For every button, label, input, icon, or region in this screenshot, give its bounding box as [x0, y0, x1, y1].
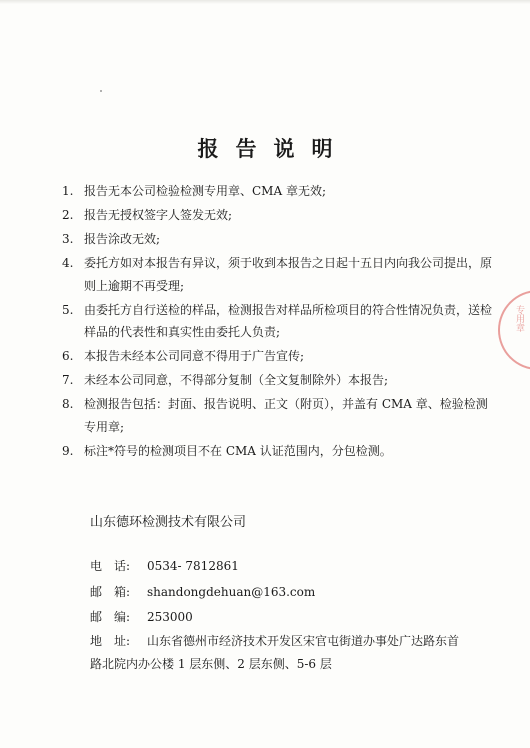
note-number: 7. [62, 373, 74, 387]
note-text: 报告无本公司检验检测专用章、CMA 章无效; [84, 184, 326, 198]
note-item [62, 299, 492, 344]
note-item [62, 345, 492, 368]
note-item [62, 440, 492, 463]
note-text: 报告无授权签字人签发无效; [84, 208, 233, 222]
note-item [62, 204, 492, 227]
note-item [62, 180, 492, 203]
postcode-row [90, 606, 500, 629]
scan-edge [0, 0, 530, 4]
email-label: 邮 箱: [90, 585, 131, 599]
note-number: 1. [62, 184, 74, 198]
phone-value: 0534- 7812861 [147, 559, 239, 573]
note-text: 检测报告包括：封面、报告说明、正文（附页），并盖有 CMA 章、检验检测专用章; [84, 397, 488, 434]
scan-speck [100, 90, 102, 92]
postcode-label: 邮 编: [90, 610, 131, 624]
note-item [62, 252, 492, 297]
note-item [62, 393, 492, 438]
company-name: 山东德环检测技术有限公司 [90, 515, 247, 530]
postcode-value: 253000 [147, 610, 193, 624]
email-row [90, 581, 500, 604]
note-item [62, 228, 492, 251]
note-text: 本报告未经本公司同意不得用于广告宣传; [84, 349, 305, 363]
address-label: 地 址: [90, 634, 131, 648]
note-number: 3. [62, 232, 74, 246]
note-text: 未经本公司同意，不得部分复制（全文复制除外）本报告; [84, 373, 389, 387]
address-line-1: 山东省德州市经济技术开发区宋官屯街道办事处广达路东首 [147, 634, 460, 648]
note-text: 报告涂改无效; [84, 232, 161, 246]
note-number: 2. [62, 208, 74, 222]
seal-text-mark: 专用章 [514, 305, 524, 332]
phone-label: 电 话: [90, 559, 131, 573]
address-line-2: 路北院内办公楼 1 层东侧、2 层东侧、5-6 层 [90, 657, 332, 671]
note-number: 4. [62, 256, 74, 270]
note-number: 8. [62, 397, 74, 411]
note-number: 6. [62, 349, 74, 363]
note-text: 委托方如对本报告有异议，须于收到本报告之日起十五日内向我公司提出，原则上逾期不再受理; [84, 256, 493, 293]
note-number: 9. [62, 443, 74, 458]
phone-row [90, 555, 500, 578]
note-number: 5. [62, 302, 74, 317]
page-title: 报告说明 [197, 137, 350, 161]
note-text: 标注*符号的检测项目不在 CMA 认证范围内，分包检测。 [84, 443, 392, 458]
address-row [90, 630, 500, 676]
notes-list [62, 180, 492, 464]
note-text: 由委托方自行送检的样品，检测报告对样品所检项目的符合性情况负责，送检样品的代表性和真实性由委托人负责; [84, 302, 493, 339]
email-value: shandongdehuan@163.com [147, 585, 316, 599]
note-item [62, 369, 492, 392]
